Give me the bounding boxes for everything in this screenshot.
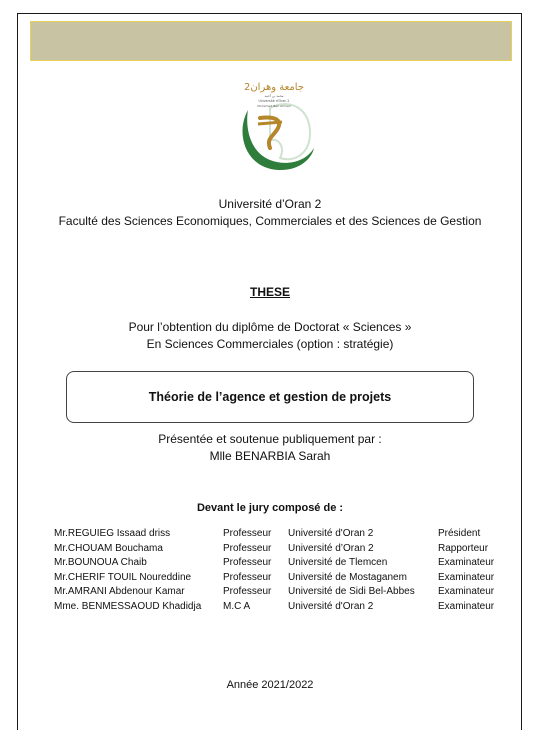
jury-rank: M.C A [223, 600, 251, 612]
jury-name: Mr.CHERIF TOUIL Noureddine [54, 571, 192, 583]
header-band [30, 21, 512, 61]
jury-row [54, 571, 518, 586]
jury-role: Examinateur [438, 600, 495, 612]
logo-arabic-text: جامعة وهران2 [243, 82, 305, 93]
jury-role: Président [438, 528, 481, 539]
university-name: Université d’Oran 2 [218, 197, 322, 211]
jury-heading: Devant le jury composé de : [196, 502, 344, 514]
jury-role: Examinateur [438, 557, 495, 568]
thesis-title: Théorie de l’agence et gestion de projets [148, 390, 392, 404]
purpose-line-1: Pour l’obtention du diplôme de Doctorat « Sciences » [128, 320, 412, 334]
purpose-line-2: En Sciences Commerciales (option : stratégie) [146, 337, 394, 351]
jury-row [54, 600, 518, 615]
jury-rank: Professeur [223, 542, 272, 554]
author-name: Mlle BENARBIA Sarah [209, 449, 331, 463]
university-logo [230, 78, 320, 178]
jury-rank: Professeur [223, 571, 272, 583]
jury-name: Mme. BENMESSAOUD Khadidja [54, 600, 202, 612]
jury-institution: Université de Sidi Bel-Abbes [288, 586, 415, 597]
jury-row [54, 556, 518, 571]
jury-institution: Université d'Oran 2 [288, 600, 374, 612]
jury-name: Mr.AMRANI Abdenour Kamar [54, 586, 185, 597]
jury-institution: Université d'Oran 2 [288, 528, 374, 539]
jury-row [54, 585, 518, 600]
jury-list [54, 527, 518, 614]
jury-name: Mr.CHOUAM Bouchama [54, 542, 163, 554]
jury-name: Mr.BOUNOUA Chaib [54, 557, 147, 568]
document-type: THESE [249, 285, 290, 299]
jury-rank: Professeur [223, 528, 272, 539]
academic-year: Année 2021/2022 [226, 679, 314, 691]
jury-institution: Université de Tlemcen [288, 557, 388, 568]
logo-subtitle-fr2: Mohamed Ben Ahmed [257, 104, 291, 108]
logo-subtitle-ar: محمد بن أحمد [264, 94, 284, 98]
thesis-title-box [66, 371, 474, 423]
jury-role: Examinateur [438, 571, 495, 583]
faculty-name: Faculté des Sciences Economiques, Commerciales et des Sciences de Gestion [58, 214, 482, 228]
jury-role: Rapporteur [438, 542, 489, 554]
jury-rank: Professeur [223, 586, 272, 597]
jury-role: Examinateur [438, 586, 495, 597]
logo-subtitle-fr: Université d'Oran 2 [258, 99, 290, 103]
jury-name: Mr.REGUIEG Issaad driss [54, 528, 171, 539]
jury-institution: Université de Mostaganem [288, 571, 407, 583]
presented-by: Présentée et soutenue publiquement par : [158, 432, 382, 446]
jury-rank: Professeur [223, 557, 272, 568]
jury-institution: Université d’Oran 2 [288, 542, 374, 554]
jury-row [54, 542, 518, 557]
jury-row [54, 527, 518, 542]
